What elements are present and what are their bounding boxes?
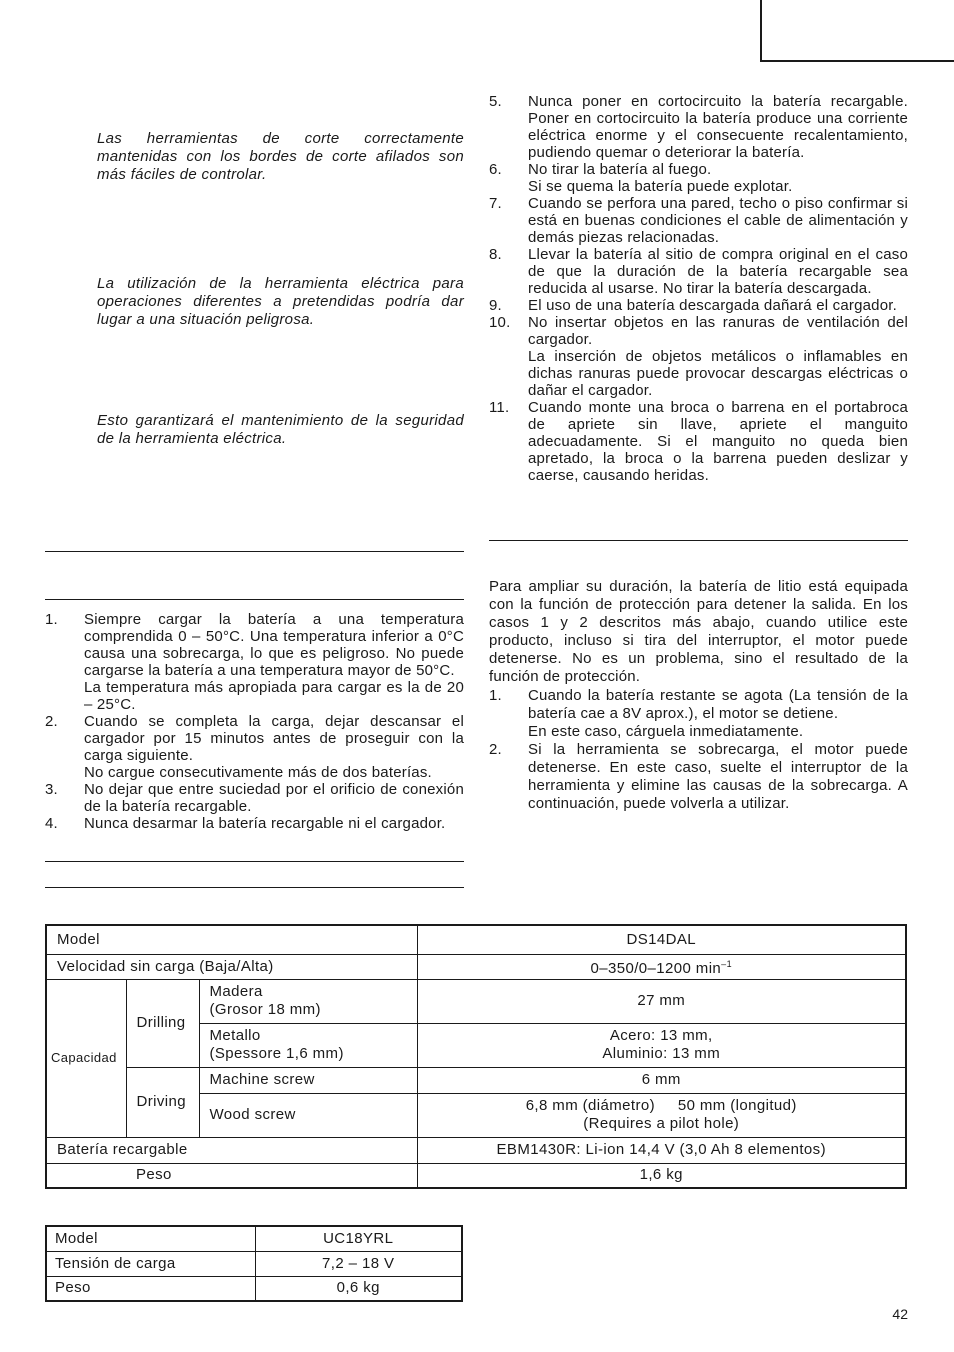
charger-weight-label: Peso [46,1276,255,1301]
charger-model-value: UC18YRL [255,1226,462,1251]
section-rule [489,540,908,541]
wood-label: Madera (Grosor 18 mm) [199,979,417,1023]
section-rule [45,599,464,600]
wood-screw-value: 6,8 mm (diámetro) 50 mm (longitud) (Requires a pilot hole) [417,1093,906,1137]
italic-note-proper-use: La utilización de la herramienta eléctrica para operaciones diferentes a pretendidas podría dar lugar a una situación peligrosa. [97,275,464,328]
list-item: 11. Cuando monte una broca o barrena en el portabroca de apriete sin llave, apriete el manguito adecuadamente. Si el manguito no queda bien apretado, la broca o la barrena pueden deslizar y caerse, causando heridas. [489,399,908,484]
battery-label: Batería recargable [46,1137,417,1163]
list-item: 4. Nunca desarmar la batería recargable ni el cargador. [45,815,446,832]
list-item: 7. Cuando se perfora una pared, techo o piso confirmar si está en buenas condiciones el cable de alimentación y demás piezas relacionadas. [489,195,908,246]
italic-note-service: Esto garantizará el mantenimiento de la seguridad de la herramienta eléctrica. [97,412,464,447]
weight-value: 1,6 kg [417,1163,906,1188]
list-item: 5. Nunca poner en cortocircuito la batería recargable. Poner en cortocircuito la batería produce una corriente eléctrica enorme y el consecuente recalentamiento, pudiendo quemar o deteriorar la batería. [489,93,908,161]
charger-spec-table [45,1225,463,1302]
speed-label: Velocidad sin carga (Baja/Alta) [46,954,417,979]
corner-language-tab [760,0,954,62]
table-row [46,1276,462,1301]
table-row [46,954,906,979]
list-item: 2. Si la herramienta se sobrecarga, el motor puede detenerse. En este caso, suelte el interruptor de la herramienta y elimine las causas de la sobrecarga. A continuación, puede volverla a utilizar. [489,741,908,812]
table-row [46,1163,906,1188]
battery-precautions-list [489,93,908,484]
wood-screw-label: Wood screw [199,1093,417,1137]
italic-note-cutting-tools: Las herramientas de corte correctamente mantenidas con los bordes de corte afilados son más fáciles de controlar. [97,130,464,183]
list-item: 6. No tirar la batería al fuego. Si se quema la batería puede explotar. [489,161,793,195]
tool-spec-table [45,924,907,1189]
list-item: 3. No dejar que entre suciedad por el orificio de conexión de la batería recargable. [45,781,464,815]
table-row [46,1251,462,1276]
charger-weight-value: 0,6 kg [255,1276,462,1301]
table-row [46,979,906,1023]
list-item: 2. Cuando se completa la carga, dejar descansar el cargador por 15 minutos antes de proseguir con la carga siguiente. No cargue consecutivamente más de dos baterías. [45,713,464,781]
page-number: 42 [892,1306,908,1322]
protection-intro: Para ampliar su duración, la batería de litio está equipada con la función de protección para detener la salida. En los casos 1 y 2 descritos más abajo, cuando utilice este producto, incluso si tira del interruptor, el motor puede detenerse. No es un problema, sino el resultado de la función de protección. [489,578,908,685]
charger-voltage-label: Tensión de carga [46,1251,255,1276]
charger-model-label: Model [46,1226,255,1251]
section-rule [45,551,464,552]
machine-screw-value: 6 mm [417,1067,906,1093]
charging-precautions-list [45,611,464,832]
machine-screw-label: Machine screw [199,1067,417,1093]
charger-voltage-value: 7,2 – 18 V [255,1251,462,1276]
weight-label: Peso [46,1163,417,1188]
drilling-label: Drilling [126,979,199,1067]
speed-value: 0–350/0–1200 $\min^{-1}$ [417,954,906,979]
table-row [46,1226,462,1251]
metal-label: Metallo (Spessore 1,6 mm) [199,1023,417,1067]
protection-list [489,687,908,813]
capacity-label: Capacidad [46,979,126,1137]
wood-value: 27 mm [417,979,906,1023]
table-row [46,1137,906,1163]
table-row [46,925,906,954]
table-row [46,1067,906,1093]
driving-label: Driving [126,1067,199,1137]
list-item: 10. No insertar objetos en las ranuras de ventilación del cargador. La inserción de objetos metálicos o inflamables en dichas ranuras puede provocar descargas eléctricas o dañar el cargador. [489,314,908,399]
list-item: 1. Cuando la batería restante se agota (La tensión de la batería cae a 8V aprox.), el motor se detiene. En este caso, cárguela inmediatamente. [489,687,908,740]
battery-value: EBM1430R: Li-ion 14,4 V (3,0 Ah 8 elementos) [417,1137,906,1163]
model-value: DS14DAL [417,925,906,954]
list-item: 9. El uso de una batería descargada dañará el cargador. [489,297,897,314]
list-item: 1. Siempre cargar la batería a una temperatura comprendida 0 – 50°C. Una temperatura inferior a 0°C causa una sobrecarga, lo que es peligroso. No puede cargarse la batería a una temperatura mayor de 50°C. La temperatura más apropiada para cargar es la de 20 – 25°C. [45,611,464,713]
list-item: 8. Llevar la batería al sitio de compra original en el caso de que la duración de la batería recargable sea reducida al usarse. No tirar la batería descargada. [489,246,908,297]
section-rule [45,861,464,862]
section-rule [45,887,464,888]
metal-value: Acero: 13 mm, Aluminio: 13 mm [417,1023,906,1067]
model-label: Model [46,925,417,954]
